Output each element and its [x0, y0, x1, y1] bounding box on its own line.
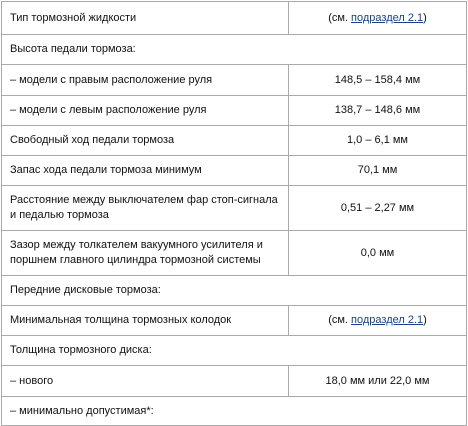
table-row	[1, 64, 467, 95]
value-prefix: (см.	[328, 314, 352, 326]
spec-value: 18,0 мм или 22,0 мм	[288, 365, 467, 396]
spec-value: 70,1 мм	[288, 155, 467, 185]
spec-value: 0,0 мм	[288, 230, 467, 275]
spec-label: Тип тормозной жидкости	[1, 1, 288, 34]
spec-value: 0,51 – 2,27 мм	[288, 185, 467, 230]
spec-value	[288, 1, 467, 34]
spec-label: Минимальная толщина тормозных колодок	[1, 305, 288, 335]
spec-label: – нового	[1, 365, 288, 396]
section-heading: Передние дисковые тормоза:	[1, 275, 467, 305]
spec-label: Зазор между толкателем вакуумного усилителя и поршнем главного цилиндра тормозной системы	[1, 230, 288, 275]
section-link[interactable]: подраздел 2.1	[351, 11, 424, 24]
section-heading: Высота педали тормоза:	[1, 34, 467, 64]
spec-label: – модели с правым расположение руля	[1, 64, 288, 95]
table-row	[1, 396, 467, 426]
table-row	[1, 365, 467, 396]
value-suffix: )	[423, 314, 427, 326]
brake-specs-table	[1, 1, 467, 426]
table-row	[1, 230, 467, 275]
table-row	[1, 335, 467, 365]
value-prefix: (см.	[328, 11, 352, 24]
spec-label: Запас хода педали тормоза минимум	[1, 155, 288, 185]
table-row	[1, 34, 467, 64]
table-row	[1, 305, 467, 335]
spec-value: 138,7 – 148,6 мм	[288, 95, 467, 125]
section-link[interactable]: подраздел 2.1	[351, 314, 424, 326]
spec-label: Свободный ход педали тормоза	[1, 125, 288, 155]
spec-label: Расстояние между выключателем фар стоп-сигнала и педалью тормоза	[1, 185, 288, 230]
section-heading: – минимально допустимая*:	[1, 396, 467, 426]
table-row	[1, 185, 467, 230]
table-row	[1, 1, 467, 34]
table-row	[1, 275, 467, 305]
section-heading: Толщина тормозного диска:	[1, 335, 467, 365]
value-suffix: )	[423, 11, 427, 24]
spec-value: 148,5 – 158,4 мм	[288, 64, 467, 95]
table-row	[1, 95, 467, 125]
table-row	[1, 125, 467, 155]
table-row	[1, 155, 467, 185]
spec-value: 1,0 – 6,1 мм	[288, 125, 467, 155]
spec-value	[288, 305, 467, 335]
spec-label: – модели с левым расположение руля	[1, 95, 288, 125]
